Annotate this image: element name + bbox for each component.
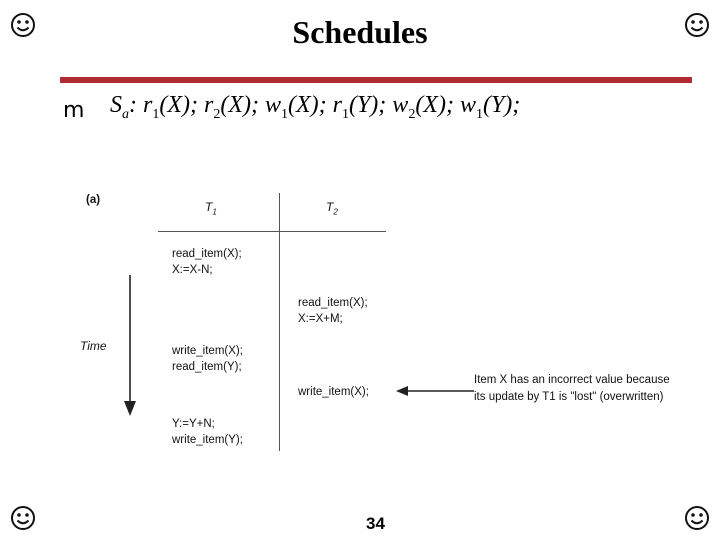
left-arrow-icon <box>396 385 476 397</box>
schedule-name: $S_a$ <box>110 92 129 122</box>
t2-op-block-1: read_item(X); X:=X+M; <box>298 297 368 325</box>
t1-op-block-1: read_item(X); X:=X-N; <box>172 248 242 276</box>
schedule-op: $r_1(Y)$; <box>332 92 393 122</box>
t2-op-block-2: write_item(X); <box>298 386 369 398</box>
table-header-rule <box>158 231 386 232</box>
schedule-operations <box>143 92 521 122</box>
schedule-op: $r_2(X)$; <box>203 92 265 122</box>
schedule-op: $w_1(X)$; <box>264 92 333 122</box>
column-header-t1: $T_1$ <box>205 200 217 217</box>
table-column-divider <box>279 193 280 451</box>
bullet-icon: m <box>63 98 85 123</box>
time-arrow-icon <box>120 275 140 417</box>
schedule-formula: $S_a$: $r_1(X)$; $r_2(X)$; $w_1(X)$; $r_1(Y)$; $w_2(X)$; $w_1(Y)$; <box>110 92 521 122</box>
smiley-dingbat-icon <box>684 505 710 531</box>
slide-title: Schedules <box>292 14 428 50</box>
smiley-dingbat-icon <box>10 505 36 531</box>
column-header-t2: $T_2$ <box>326 200 338 217</box>
schedule-op: $w_2(X)$; <box>392 92 460 122</box>
t1-op-block-3: Y:=Y+N; write_item(Y); <box>172 418 243 446</box>
figure-label: (a) <box>86 194 101 206</box>
lost-update-note: Item X has an incorrect value because its update by T1 is "lost" (overwritten) <box>474 374 670 403</box>
time-label: Time <box>80 339 107 353</box>
title-divider <box>60 77 692 83</box>
schedule-op: $r_1(X)$; <box>143 92 204 122</box>
schedule-op: $w_1(Y)$; <box>459 92 521 122</box>
page-number: 34 <box>366 514 385 533</box>
t1-op-block-2: write_item(X); read_item(Y); <box>172 345 243 373</box>
